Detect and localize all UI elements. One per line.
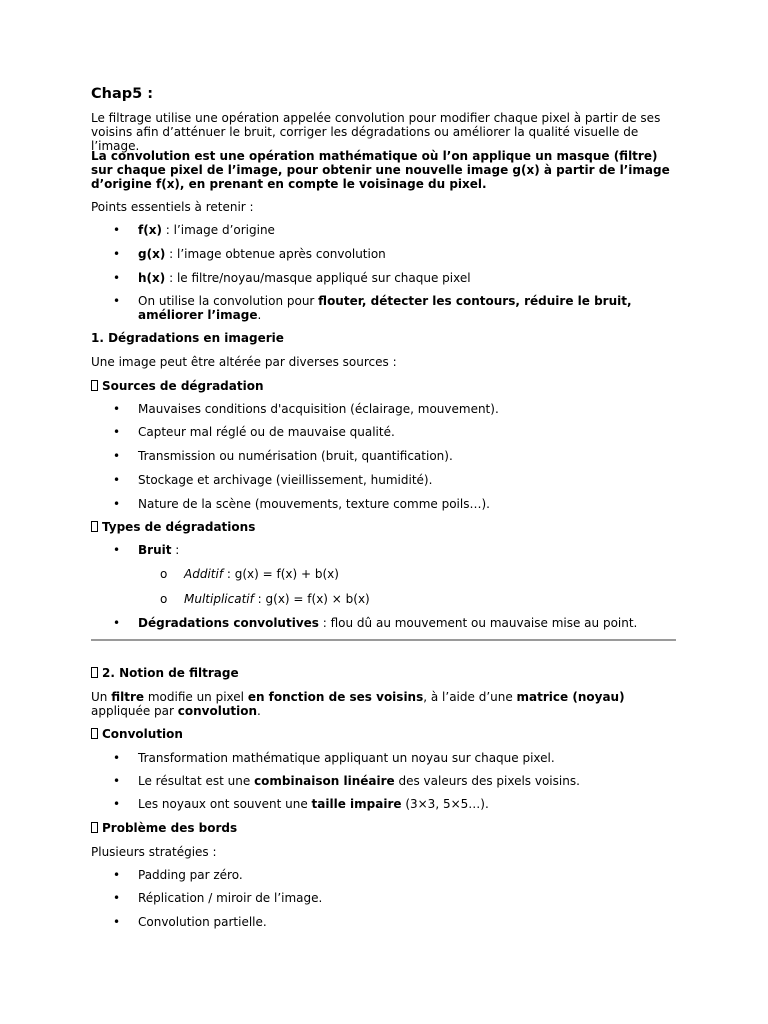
list-item-gx — [138, 247, 676, 261]
list-item-hx — [138, 271, 676, 285]
conv3-post: (3×3, 5×5…). — [401, 797, 489, 811]
conv3-bold: taille impaire — [311, 797, 402, 811]
list-item-convolutives — [138, 616, 676, 630]
bords-heading — [91, 821, 237, 835]
desc-bold-convolution: convolution — [177, 704, 258, 718]
bruit-label: Bruit — [138, 543, 172, 557]
convolution-definition: La convolution est une opération mathématique où l’on applique un masque (filtre) sur chaque pixel de l’image, pour obtenir une nouvelle image g(x) à partir de l’image d’origine f(x), en prenant en compte le voisinage du pixel. — [91, 149, 670, 191]
sources-heading-glyph — [91, 380, 98, 391]
convolution-heading — [91, 727, 183, 741]
convolution-heading-label: Convolution — [102, 727, 183, 741]
desc-bold-matrice: matrice (noyau) — [516, 690, 625, 704]
section2-heading — [91, 666, 239, 680]
term-fx-text: : l’image d’origine — [161, 223, 275, 237]
desc-bold-filtre: filtre — [111, 690, 145, 704]
term-fx: f(x) — [138, 223, 162, 237]
list-item-conv-3 — [138, 797, 676, 811]
multiplicatif-term: Multiplicatif — [184, 592, 254, 606]
bruit-suffix: : — [171, 543, 180, 557]
list-item-conv-2 — [138, 774, 676, 788]
page-title: Chap5 : — [91, 86, 154, 102]
horizontal-divider — [91, 639, 676, 641]
conv2-post: des valeurs des pixels voisins. — [394, 774, 580, 788]
convolutives-text: : flou dû au mouvement ou mauvaise mise au point. — [318, 616, 638, 630]
additif-term: Additif — [184, 567, 224, 581]
list-item-source-5: • Nature de la scène (mouvements, texture comme poils…). — [138, 497, 676, 511]
list-item-source-4: • Stockage et archivage (vieillissement, humidité). — [138, 473, 676, 487]
list-item-conv-1: • Transformation mathématique appliquant un noyau sur chaque pixel. — [138, 751, 676, 765]
desc-part-2: modifie un pixel — [144, 690, 248, 704]
types-heading-glyph — [91, 521, 98, 532]
list-item-bords-3: • Convolution partielle. — [138, 915, 676, 929]
sublist-item-additif — [184, 567, 674, 581]
section2-heading-label: 2. Notion de filtrage — [102, 666, 239, 680]
points-label: Points essentiels à retenir : — [91, 200, 254, 214]
sources-heading — [91, 379, 263, 393]
types-heading-label: Types de dégradations — [102, 520, 256, 534]
list-item-bruit — [138, 543, 676, 557]
filtrage-description — [91, 690, 676, 718]
sublist-item-multiplicatif — [184, 592, 674, 606]
desc-part-1: Un — [91, 690, 112, 704]
list-item-fx — [138, 223, 676, 237]
desc-part-3: , à l’aide d’une — [423, 690, 517, 704]
list-item-source-3: • Transmission ou numérisation (bruit, quantification). — [138, 449, 676, 463]
additif-formula: : g(x) = f(x) + b(x) — [223, 567, 339, 581]
term-hx: h(x) — [138, 271, 166, 285]
types-heading — [91, 520, 255, 534]
list-item-usage — [138, 294, 676, 322]
sources-heading-label: Sources de dégradation — [102, 379, 264, 393]
list-item-bords-2: • Réplication / miroir de l’image. — [138, 891, 676, 905]
desc-part-4: appliquée par — [91, 704, 178, 718]
term-gx: g(x) — [138, 247, 166, 261]
convolutives-term: Dégradations convolutives — [138, 616, 319, 630]
list-item-source-2: • Capteur mal réglé ou de mauvaise qualité. — [138, 425, 676, 439]
usage-post: . — [257, 308, 262, 322]
section1-heading: 1. Dégradations en imagerie — [91, 331, 284, 345]
intro-paragraph: Le filtrage utilise une opération appelée convolution pour modifier chaque pixel à partir de ses voisins afin d’atténuer le bruit, corriger les dégradations ou améliorer la qualité visuelle de l’image. — [91, 111, 661, 153]
usage-bold: flouter, détecter les contours, réduire le bruit, améliorer l’image — [138, 294, 632, 322]
bords-heading-glyph — [91, 822, 98, 833]
list-item-source-1: • Mauvaises conditions d'acquisition (éclairage, mouvement). — [138, 402, 676, 416]
multiplicatif-formula: : g(x) = f(x) × b(x) — [253, 592, 370, 606]
bords-heading-label: Problème des bords — [102, 821, 238, 835]
desc-bold-voisins: en fonction de ses voisins — [247, 690, 424, 704]
conv2-bold: combinaison linéaire — [254, 774, 395, 788]
section2-heading-glyph — [91, 667, 98, 678]
list-item-bords-1: • Padding par zéro. — [138, 868, 676, 882]
convolution-heading-glyph — [91, 728, 98, 739]
term-gx-text: : l’image obtenue après convolution — [165, 247, 386, 261]
conv3-pre: Les noyaux ont souvent une — [138, 797, 312, 811]
section1-intro: Une image peut être altérée par diverses sources : — [91, 355, 397, 369]
bords-intro: Plusieurs stratégies : — [91, 845, 217, 859]
usage-pre: On utilise la convolution pour — [138, 294, 319, 308]
term-hx-text: : le filtre/noyau/masque appliqué sur chaque pixel — [165, 271, 471, 285]
desc-part-5: . — [257, 704, 261, 718]
conv2-pre: Le résultat est une — [138, 774, 255, 788]
